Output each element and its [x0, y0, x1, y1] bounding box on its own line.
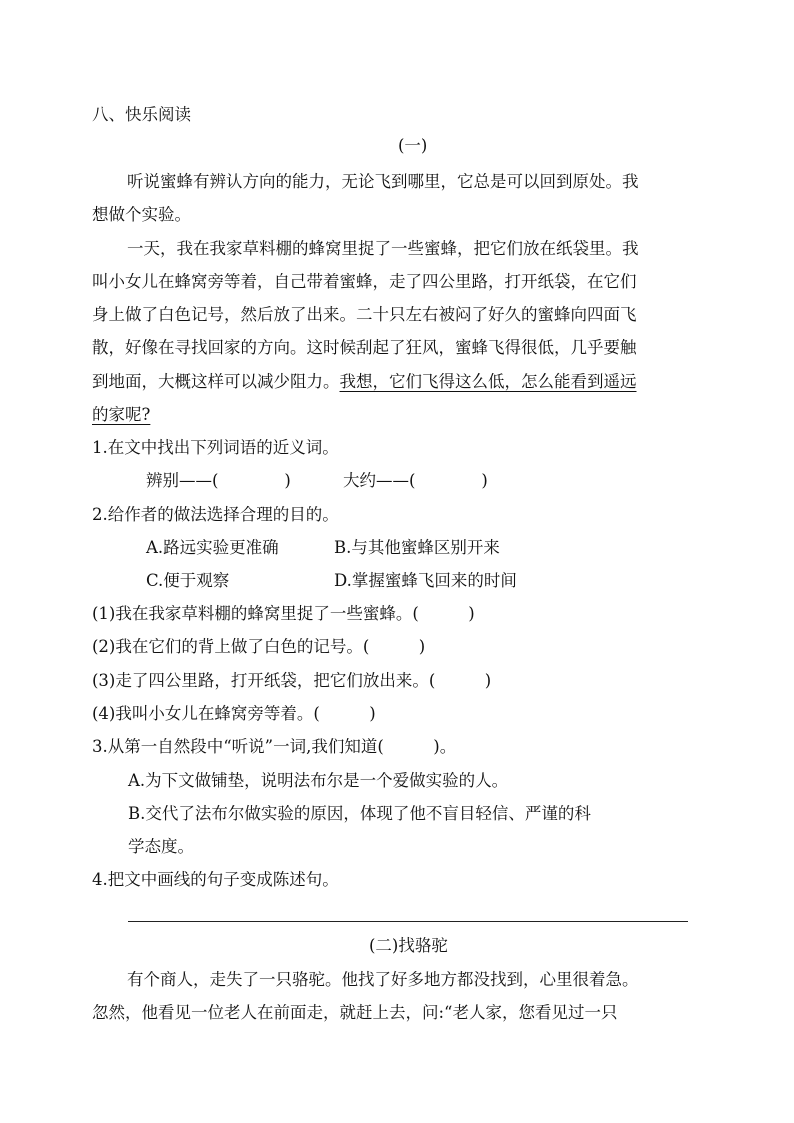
part2-line1: 有个商人，走失了一只骆驼。他找了好多地方都没找到，心里很着急。: [127, 970, 639, 989]
q3-option-b-line1: B.交代了法布尔做实验的原因，体现了他不盲目轻信、严谨的科: [128, 804, 591, 823]
part2-line2: 忽然，他看见一位老人在前面走，就赶上去，问:“老人家，您看见过一只: [92, 1003, 618, 1022]
q3-option-b-line2: 学态度。: [128, 837, 194, 856]
q3-option-a: A.为下文做铺垫，说明法布尔是一个爱做实验的人。: [128, 771, 509, 790]
underlined-sentence-part1: 我想，它们飞得这么低，怎么能看到遥远: [339, 372, 637, 391]
q1-prompt: 1.在文中找出下列词语的近义词。: [92, 438, 339, 457]
part2-title: (二)找骆驼: [369, 936, 448, 955]
q3-prompt: 3.从第一自然段中“听说”一词,我们知道( )。: [92, 737, 457, 756]
para2-line5: [92, 370, 637, 394]
q2-option-d: D.掌握蜜蜂飞回来的时间: [334, 571, 517, 590]
para2-line3: 身上做了白色记号，然后放了出来。二十只左右被闷了好久的蜜蜂向四面飞: [92, 305, 637, 324]
para1-line1: 听说蜜蜂有辨认方向的能力，无论飞到哪里，它总是可以回到原处。我: [127, 172, 639, 191]
para1-line2: 想做个实验。: [92, 205, 191, 224]
q2-item-2: (2)我在它们的背上做了白色的记号。( ): [92, 637, 426, 656]
para2-line1: 一天，我在我家草料棚的蜂窝里捉了一些蜜蜂，把它们放在纸袋里。我: [127, 239, 639, 258]
q1-item-1: 辨别——( ): [146, 471, 291, 490]
q2-option-b: B.与其他蜜蜂区别开来: [334, 538, 500, 557]
para2-line4: 散，好像在寻找回家的方向。这时候刮起了狂风，蜜蜂飞得很低，几乎要触: [92, 338, 637, 357]
q1-item-2: 大约——( ): [343, 471, 488, 490]
underlined-sentence-part2: 的家呢?: [92, 405, 151, 424]
section-title: 八、快乐阅读: [92, 105, 191, 124]
answer-line: [128, 921, 688, 922]
q2-item-1: (1)我在我家草料棚的蜂窝里捉了一些蜜蜂。( ): [92, 604, 475, 623]
q2-option-c: C.便于观察: [146, 571, 230, 590]
q2-option-a: A.路远实验更准确: [146, 538, 279, 557]
q2-prompt: 2.给作者的做法选择合理的目的。: [92, 505, 339, 524]
q2-item-3: (3)走了四公里路，打开纸袋，把它们放出来。( ): [92, 671, 492, 690]
part1-title: (一): [398, 136, 428, 155]
q4-prompt: 4.把文中画线的句子变成陈述句。: [92, 870, 339, 889]
q2-item-4: (4)我叫小女儿在蜂窝旁等着。( ): [92, 704, 376, 723]
para2-line5-plain: 到地面，大概这样可以减少阻力。: [92, 372, 340, 391]
para2-line2: 叫小女儿在蜂窝旁等着，自己带着蜜蜂，走了四公里路，打开纸袋，在它们: [92, 272, 637, 291]
